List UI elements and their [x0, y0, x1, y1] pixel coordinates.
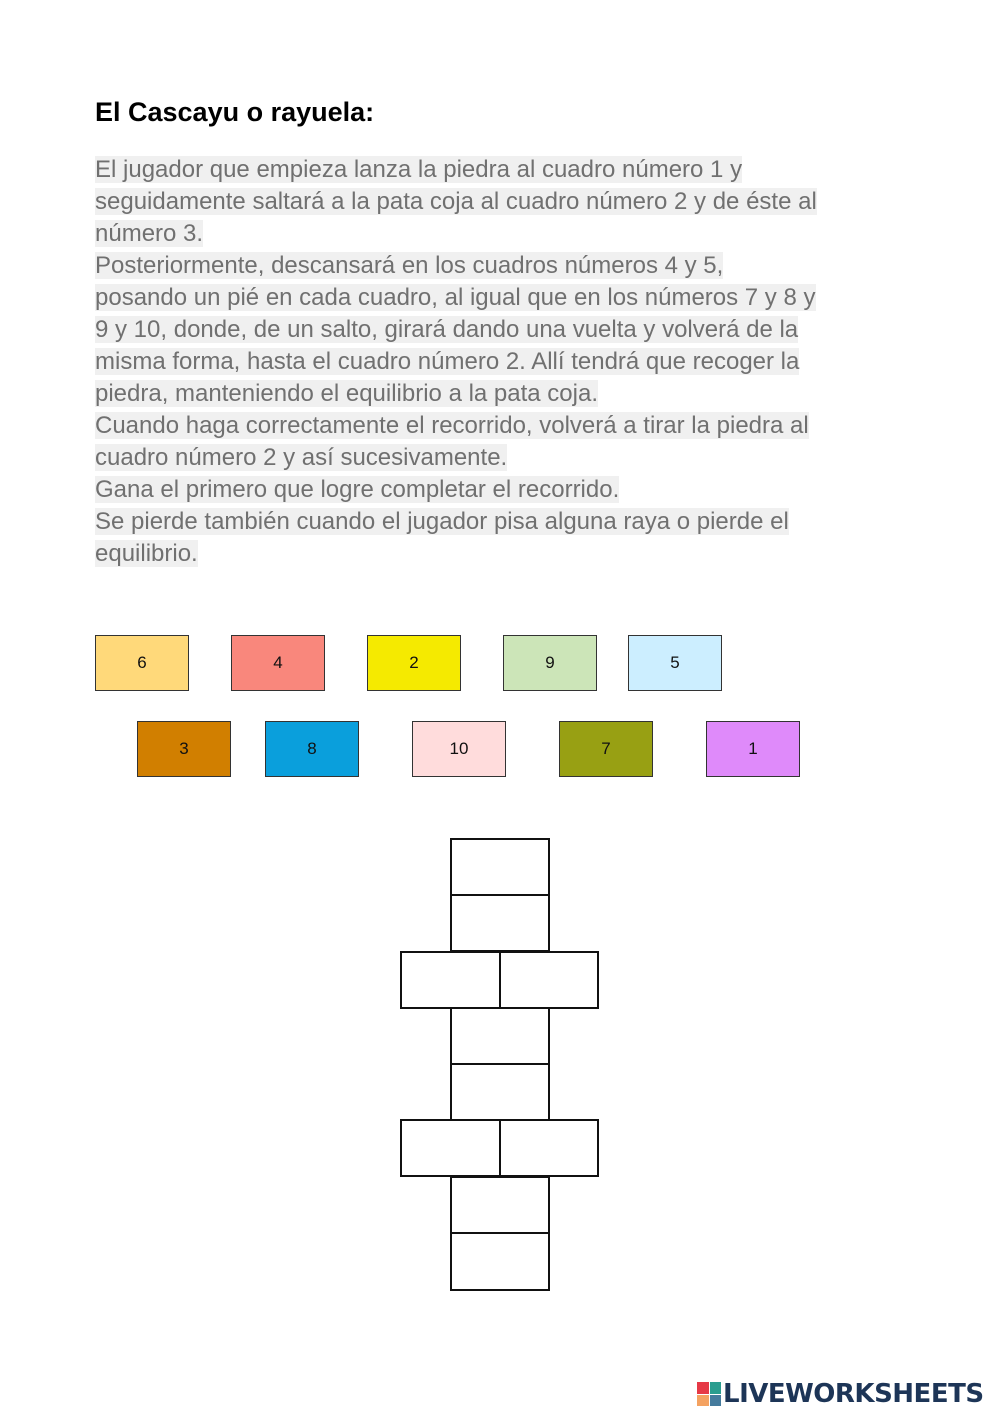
drag-tile-4[interactable]: 4 — [231, 635, 325, 691]
instruction-line: número 3. — [95, 220, 204, 247]
drag-tile-1[interactable]: 1 — [706, 721, 800, 777]
instruction-line: equilibrio. — [95, 540, 198, 567]
instruction-line: cuadro número 2 y así sucesivamente. — [95, 444, 508, 471]
drag-tile-2[interactable]: 2 — [367, 635, 461, 691]
instructions-text — [95, 154, 915, 570]
instruction-line: seguidamente saltará a la pata coja al cuadro número 2 y de éste al — [95, 188, 817, 215]
drag-tile-9[interactable]: 9 — [503, 635, 597, 691]
instruction-line: 9 y 10, donde, de un salto, girará dando una vuelta y volverá de la — [95, 316, 799, 343]
drag-tile-7[interactable]: 7 — [559, 721, 653, 777]
hopscotch-drop-zone[interactable] — [450, 838, 550, 896]
hopscotch-drop-zone[interactable] — [400, 951, 501, 1009]
hopscotch-drop-zone[interactable] — [499, 951, 599, 1009]
hopscotch-drop-zone[interactable] — [499, 1119, 599, 1177]
liveworksheets-logo — [697, 1376, 984, 1412]
worksheet-title: El Cascayu o rayuela: — [95, 97, 375, 127]
instruction-line: piedra, manteniendo el equilibrio a la pata coja. — [95, 380, 599, 407]
hopscotch-drop-zone[interactable] — [450, 894, 550, 952]
instruction-line: El jugador que empieza lanza la piedra al cuadro número 1 y — [95, 156, 743, 183]
drag-tile-5[interactable]: 5 — [628, 635, 722, 691]
hopscotch-drop-zone[interactable] — [400, 1119, 501, 1177]
liveworksheets-logo-icon — [697, 1382, 721, 1406]
instruction-line: Se pierde también cuando el jugador pisa alguna raya o pierde el — [95, 508, 789, 535]
instruction-line: misma forma, hasta el cuadro número 2. Allí tendrá que recoger la — [95, 348, 800, 375]
hopscotch-drop-zone[interactable] — [450, 1232, 550, 1291]
instruction-line: posando un pié en cada cuadro, al igual que en los números 7 y 8 y — [95, 284, 816, 311]
hopscotch-drop-zone[interactable] — [450, 1063, 550, 1121]
drag-tile-6[interactable]: 6 — [95, 635, 189, 691]
drag-tile-10[interactable]: 10 — [412, 721, 506, 777]
hopscotch-drop-zone[interactable] — [450, 1176, 550, 1234]
drag-tile-3[interactable]: 3 — [137, 721, 231, 777]
instruction-line: Cuando haga correctamente el recorrido, volverá a tirar la piedra al — [95, 412, 809, 439]
hopscotch-drop-zone[interactable] — [450, 1007, 550, 1065]
instruction-line: Posteriormente, descansará en los cuadros números 4 y 5, — [95, 252, 724, 279]
logo-text: LIVEWORKSHEETS — [723, 1379, 984, 1409]
instruction-line: Gana el primero que logre completar el recorrido. — [95, 476, 620, 503]
drag-tile-8[interactable]: 8 — [265, 721, 359, 777]
